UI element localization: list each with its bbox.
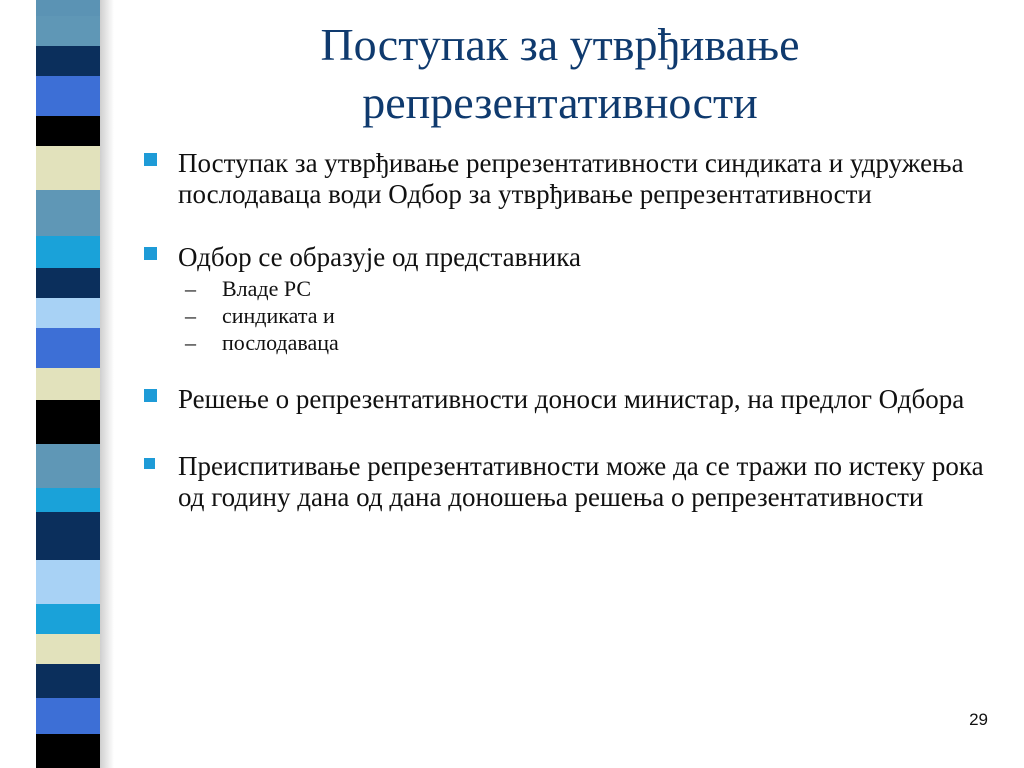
stripe-band xyxy=(36,604,100,634)
stripe-band xyxy=(36,16,100,46)
stripe-band xyxy=(36,512,100,560)
stripe-band xyxy=(36,190,100,236)
sub-bullet-text: послодаваца xyxy=(222,330,339,355)
bullet-text: Одбор се образује од представника xyxy=(178,242,581,272)
stripe-band xyxy=(36,634,100,664)
slide-title: Поступак за утврђивање репрезентативности xyxy=(320,19,800,128)
bullet-text: Решење о репрезентативности доноси министар, на предлог Одбора xyxy=(178,384,965,414)
stripe-band xyxy=(36,400,100,444)
square-bullet-icon xyxy=(144,389,157,402)
stripe-band xyxy=(36,116,100,146)
square-bullet-icon xyxy=(144,153,157,166)
bullet-item xyxy=(140,384,1000,415)
sub-bullet-item xyxy=(178,302,1000,329)
stripe-shadow xyxy=(100,0,114,768)
dash-icon: – xyxy=(185,303,196,328)
bullet-list xyxy=(140,148,1000,513)
stripe-band xyxy=(36,268,100,298)
stripe-band xyxy=(36,734,100,768)
stripe-band xyxy=(36,46,100,76)
stripe-band xyxy=(36,444,100,488)
stripe-band xyxy=(36,0,100,16)
bullet-item xyxy=(140,148,1000,210)
sub-bullet-text: синдиката и xyxy=(222,303,335,328)
sub-bullet-item xyxy=(178,275,1000,302)
square-bullet-icon xyxy=(144,458,155,469)
stripe-band xyxy=(36,146,100,190)
bullet-item xyxy=(140,451,1000,513)
square-bullet-icon xyxy=(144,247,157,260)
dash-icon: – xyxy=(185,276,196,301)
page-number: 29 xyxy=(969,710,988,729)
bullet-item xyxy=(140,242,1000,356)
sub-bullet-text: Владе РС xyxy=(222,276,312,301)
stripe-band xyxy=(36,76,100,116)
stripe-band xyxy=(36,236,100,268)
stripe-band xyxy=(36,368,100,400)
bullet-text: Поступак за утврђивање репрезентативности синдиката и удружења послодаваца води Одбор за утврђивање репрезентативности xyxy=(178,148,964,209)
sub-bullet-list xyxy=(178,275,1000,356)
bullet-text: Преиспитивање репрезентативности може да се тражи по истеку рока од годину дана од дана доношења решења о репрезентативности xyxy=(178,451,984,512)
stripe-band xyxy=(36,664,100,698)
stripe-band xyxy=(36,298,100,328)
sub-bullet-item xyxy=(178,329,1000,356)
stripe-band xyxy=(36,328,100,368)
decorative-stripe xyxy=(36,0,100,768)
stripe-band xyxy=(36,698,100,734)
dash-icon: – xyxy=(185,330,196,355)
stripe-band xyxy=(36,488,100,512)
stripe-band xyxy=(36,560,100,604)
